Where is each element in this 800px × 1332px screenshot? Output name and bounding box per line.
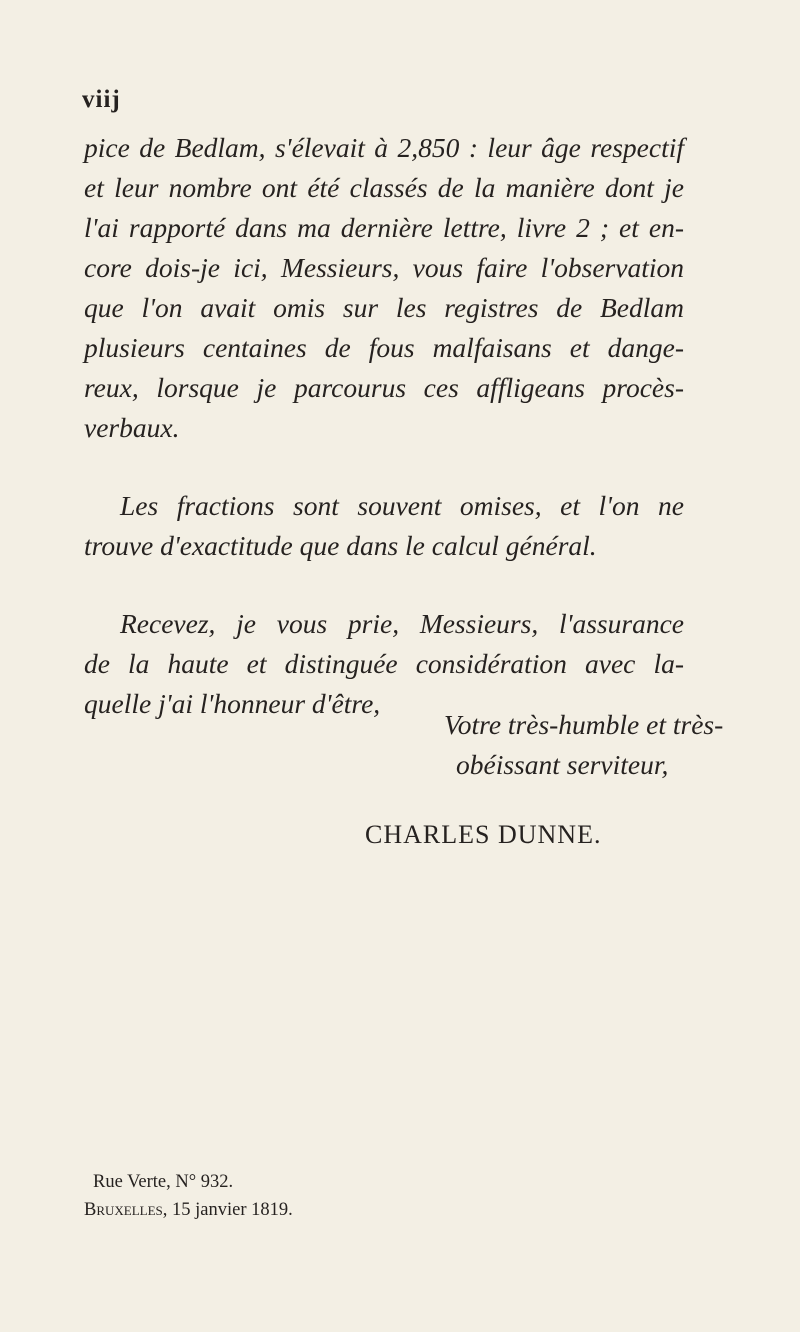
address-block [84,1168,293,1224]
letter-body [84,128,684,724]
text-line: core dois-je ici, Messieurs, vous faire l'observation [84,252,684,283]
text-line: verbaux. [84,412,180,443]
closing-line-1: Votre très-humble et très- [444,709,724,740]
text-line: reux, lorsque je parcourus ces affligeans procès- [84,372,684,403]
text-line: quelle j'ai l'honneur d'être, [84,688,381,719]
text-line: et leur nombre ont été classés de la manière dont je [84,172,684,203]
text-line: Les fractions sont souvent omises, et l'on ne [120,490,684,521]
closing-line-2: obéissant serviteur, [456,749,669,780]
signature: CHARLES DUNNE. [365,820,602,849]
text-line: trouve d'exactitude que dans le calcul général. [84,530,597,561]
paragraph-2 [84,486,684,566]
address-date: 15 janvier 1819. [172,1200,293,1220]
address-street: Rue Verte, N° 932. [93,1172,234,1192]
text-line: que l'on avait omis sur les registres de Bedlam [84,292,684,323]
text-line: de la haute et distinguée considération avec la- [84,648,684,679]
address-city: Bruxelles, [84,1200,168,1220]
address-city-date [84,1196,293,1224]
paragraph-1 [84,128,684,448]
page-folio: viij [82,86,121,113]
text-line: Recevez, je vous prie, Messieurs, l'assurance [120,608,684,639]
closing-formula [444,705,723,785]
text-line: plusieurs centaines de fous malfaisans et dange- [84,332,684,363]
text-line: pice de Bedlam, s'élevait à 2,850 : leur âge respectif [84,132,684,163]
text-line: l'ai rapporté dans ma dernière lettre, livre 2 ; et en- [84,212,684,243]
